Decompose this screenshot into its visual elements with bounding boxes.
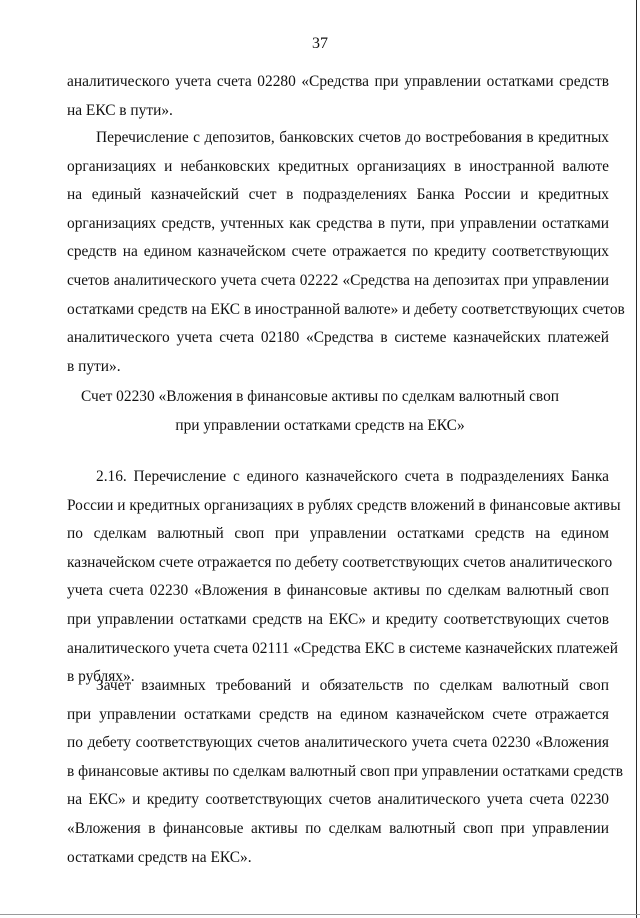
text-line: России и кредитных организациях в рублях средств вложений в финансовые активы xyxy=(67,496,621,514)
text-line: в рублях». xyxy=(67,668,135,686)
text-line: Зачет взаимных требований и обязательств по сделкам валютный своп xyxy=(96,677,609,694)
text-line: на ЕКС» и кредиту соответствующих счетов аналитического учета счета 02230 xyxy=(67,791,609,809)
scan-edge-bottom xyxy=(0,914,640,915)
paragraph-2-16 xyxy=(67,463,621,692)
heading-line: при управлении остатками средств на ЕКС» xyxy=(175,416,465,434)
text-line: аналитического учета счета 02280 «Средства при управлении остатками средств xyxy=(67,73,609,90)
text-line: на ЕКС в пути». xyxy=(67,101,173,119)
text-line: 2.16. Перечисление с единого казначейского счета в подразделениях Банка xyxy=(96,468,609,485)
text-line: остатками средств на ЕКС в иностранной валюте» и дебету соответствующих счетов xyxy=(67,300,625,318)
text-line: в пути». xyxy=(67,357,121,375)
paragraph-continuation xyxy=(67,68,609,125)
text-line: по сделкам валютный своп при управлении остатками средств на едином xyxy=(67,525,609,543)
text-line: при управлении остатками средств на едином казначейском счете отражается xyxy=(67,705,609,723)
text-line: остатками средств на ЕКС». xyxy=(67,848,252,866)
paragraph-deposit-transfer xyxy=(67,124,625,381)
text-line: аналитического учета счета 02111 «Средства ЕКС в системе казначейских платежей xyxy=(67,639,618,657)
paragraph-mutual-offset xyxy=(67,672,624,872)
text-line: Перечисление с депозитов, банковских счетов до востребования в кредитных xyxy=(96,129,609,146)
text-line: на единый казначейский счет в подразделениях Банка России и кредитных xyxy=(67,186,609,204)
scan-edge-right xyxy=(636,0,637,918)
text-line: средств на едином казначейском счете отражается по кредиту соответствующих xyxy=(67,243,609,261)
text-line: учета счета 02230 «Вложения в финансовые активы по сделкам валютный своп xyxy=(67,582,609,600)
heading-line: Счет 02230 «Вложения в финансовые активы по сделкам валютный своп xyxy=(80,388,560,405)
text-line: аналитического учета счета 02180 «Средства в системе казначейских платежей xyxy=(67,329,609,347)
text-line: «Вложения в финансовые активы по сделкам валютный своп при управлении xyxy=(67,819,609,837)
text-line: в финансовые активы по сделкам валютный своп при управлении остатками средств xyxy=(67,762,624,780)
text-line: счетов аналитического учета счета 02222 «Средства на депозитах при управлении xyxy=(67,271,609,289)
text-line: казначейском счете отражается по дебету соответствующих счетов аналитического xyxy=(67,553,613,571)
page-number: 37 xyxy=(312,35,328,52)
text-line: организациях и небанковских кредитных организациях в иностранной валюте xyxy=(67,157,609,175)
section-heading xyxy=(0,383,640,440)
text-line: при управлении остатками средств на ЕКС» и кредиту соответствующих счетов xyxy=(67,610,609,628)
text-line: организациях средств, учтенных как средства в пути, при управлении остатками xyxy=(67,214,609,232)
text-line: по дебету соответствующих счетов аналитического учета счета 02230 «Вложения xyxy=(67,734,609,752)
